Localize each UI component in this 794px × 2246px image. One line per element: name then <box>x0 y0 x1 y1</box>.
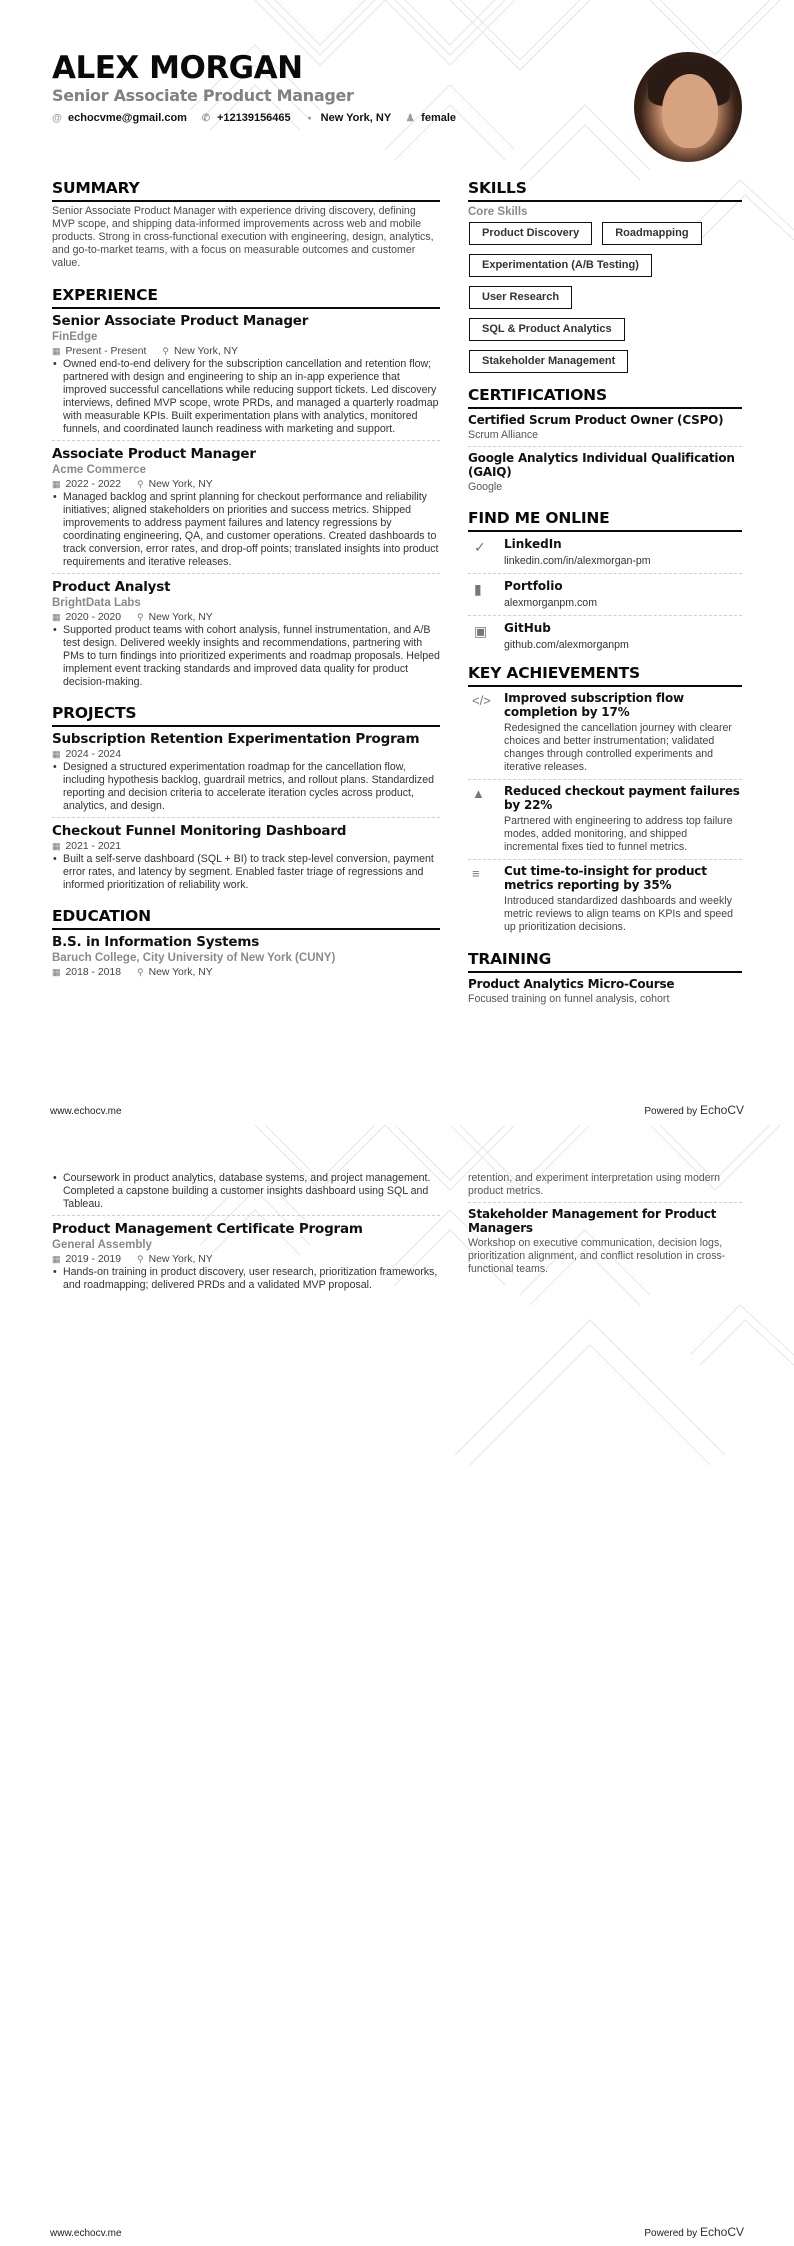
training-title: Stakeholder Management for Product Managers <box>468 1207 717 1235</box>
location-pin-icon: ⚲ <box>136 479 144 489</box>
achievement-entry <box>468 779 742 859</box>
contact-bar <box>52 112 612 124</box>
summary-text: Senior Associate Product Manager with experience driving discovery, defining MVP scope, and shipping data-informed improvements across web and mobile products. Strong in cross-functional execution with engineering, design, analytics, and go-to-market teams, with a focus on measurable outcomes and customer value. <box>52 205 434 269</box>
training-text: retention, and experiment interpretation using modern product metrics. <box>468 1172 721 1197</box>
location-pin-icon: ⚲ <box>136 612 144 622</box>
person-icon: ♟ <box>405 112 415 124</box>
code-icon: </> <box>472 693 491 708</box>
company-name: FinEdge <box>52 331 98 343</box>
company-name: Acme Commerce <box>52 464 146 476</box>
education-bullet: • Hands-on training in product discovery, user research, prioritization frameworks, and roadmapping; delivered PRDs and a validated MVP proposal. <box>52 1266 440 1292</box>
education-entry-continued <box>52 1172 440 1215</box>
certification-org: Google <box>468 481 503 493</box>
achievement-title: Cut time-to-insight for product metrics reporting by 35% <box>504 864 707 892</box>
list-icon: ≡ <box>472 866 480 881</box>
achievements-heading: KEY ACHIEVEMENTS <box>468 663 742 687</box>
location-text: New York, NY <box>320 112 392 124</box>
job-bullet: • Owned end-to-end delivery for the subscription cancellation and retention flow; partnered with design and engineering to ship an in-app experience that improved successful cancellations while reducing support tickets. Led discovery interviews, defined MVP scope, wrote PRDs, and managed a quarterly roadmap with measurable KPIs. Built experimentation plans with analytics, monitored funnels, and coordinated launch readiness with marketing and support. <box>52 358 440 436</box>
education-section <box>52 906 440 983</box>
phone-icon: ✆ <box>201 112 211 124</box>
phone-text: +12139156465 <box>216 112 291 124</box>
training-text: Workshop on executive communication, decision logs, prioritization alignment, and conflict resolution in cross-functional teams. <box>468 1237 726 1275</box>
footer-powered: Powered by EchoCV <box>644 1103 744 1117</box>
job-title: Product Analyst <box>52 579 171 595</box>
certification-entry <box>468 409 742 446</box>
job-title: Senior Associate Product Manager <box>52 313 309 329</box>
calendar-icon: ▦ <box>52 346 61 356</box>
job-location: New York, NY <box>173 346 239 357</box>
link-url[interactable]: alexmorganpm.com <box>504 597 598 609</box>
job-meta <box>52 345 440 358</box>
contact-email[interactable] <box>52 112 187 124</box>
certification-title: Google Analytics Individual Qualification (GAIQ) <box>468 451 735 479</box>
job-dates: Present - Present <box>65 346 147 357</box>
link-title: LinkedIn <box>504 537 562 551</box>
link-url[interactable]: linkedin.com/in/alexmorgan-pm <box>504 555 651 567</box>
job-meta <box>52 478 440 491</box>
achievement-text: Partnered with engineering to address top failure modes, added monitoring, and shipped incremental fixes tied to funnel metrics. <box>504 815 733 853</box>
online-section <box>468 508 742 657</box>
online-link-github[interactable] <box>468 615 742 657</box>
skills-subheading: Core Skills <box>468 206 528 218</box>
location-pin-icon: ⚲ <box>162 346 169 356</box>
contact-gender <box>405 112 456 124</box>
link-title: GitHub <box>504 621 551 635</box>
candidate-title: Senior Associate Product Manager <box>52 86 354 105</box>
footer-brand[interactable]: EchoCV <box>699 2225 744 2239</box>
project-bullet: • Built a self-serve dashboard (SQL + BI) to track step-level conversion, payment error rates, and latency by segment. Enabled faster triage of regressions and informed prioritization of reliability work. <box>52 853 440 892</box>
project-bullet: • Designed a structured experimentation roadmap for the cancellation flow, including hypothesis backlog, guardrail metrics, and rollout plans. Standardized reporting and decision criteria to accelerate iteration cycles across product, analytics, and design. <box>52 761 440 813</box>
project-dates: 2021 - 2021 <box>65 841 121 852</box>
document-icon: ▮ <box>474 581 482 597</box>
experience-heading: EXPERIENCE <box>52 285 440 309</box>
degree-title: Product Management Certificate Program <box>52 1221 363 1237</box>
resume-header <box>52 50 612 124</box>
education-dates: 2019 - 2019 <box>65 1254 121 1265</box>
job-dates: 2020 - 2020 <box>65 612 121 623</box>
education-dates: 2018 - 2018 <box>65 967 121 978</box>
check-icon: ✓ <box>474 539 486 555</box>
education-location: New York, NY <box>148 967 213 978</box>
page-footer-2 <box>50 2225 744 2239</box>
footer-powered: Powered by EchoCV <box>644 2225 744 2239</box>
project-dates: 2024 - 2024 <box>65 749 121 760</box>
education-heading: EDUCATION <box>52 906 440 930</box>
project-title: Subscription Retention Experimentation Program <box>52 731 420 747</box>
calendar-icon: ▦ <box>52 749 61 759</box>
footer-site-link[interactable]: www.echocv.me <box>50 2228 122 2239</box>
training-text: Focused training on funnel analysis, cohort <box>468 993 670 1005</box>
achievement-text: Redesigned the cancellation journey with clearer choices and better instrumentation; validated changes through controlled experiments and iterative releases. <box>504 722 732 773</box>
projects-heading: PROJECTS <box>52 703 440 727</box>
job-bullet: • Supported product teams with cohort analysis, funnel instrumentation, and A/B test design. Delivered weekly insights and recommendations, partnering with PMs to turn findings into prioritized experiments and roadmap proposals. Helped implement event tracking standards and improved data quality for product decision-making. <box>52 624 440 689</box>
training-title: Product Analytics Micro-Course <box>468 977 675 991</box>
right-column-page2 <box>468 1172 742 1280</box>
link-title: Portfolio <box>504 579 563 593</box>
profile-photo <box>634 52 742 162</box>
project-entry <box>52 817 440 896</box>
skill-tags <box>468 222 742 382</box>
projects-section <box>52 703 440 896</box>
skill-tag: Product Discovery <box>469 222 592 245</box>
photo-face-shape <box>662 74 718 148</box>
achievement-title: Improved subscription flow completion by 17% <box>504 691 684 719</box>
email-text: echocvme@gmail.com <box>68 112 187 124</box>
page-footer <box>50 1103 744 1117</box>
job-bullet: • Managed backlog and sprint planning for checkout performance and reliability initiatives; aligned stakeholders on priorities and success metrics. Shipped improvements to address payment failures and latency regressions by coordinating engineering, QA, and customer operations. Created dashboards to track conversion, error rates, and drop-off points; translated insights into product requirements and iterative releases. <box>52 491 440 569</box>
experience-entry <box>52 440 440 573</box>
achievement-text: Introduced standardized dashboards and weekly metric reviews to align teams on KPIs and speed up prioritization decisions. <box>504 895 734 933</box>
calendar-icon: ▦ <box>52 841 61 851</box>
summary-section <box>52 178 440 270</box>
calendar-icon: ▦ <box>52 479 61 489</box>
terminal-icon: ▣ <box>474 623 488 639</box>
achievement-title: Reduced checkout payment failures by 22% <box>504 784 740 812</box>
job-dates: 2022 - 2022 <box>65 479 121 490</box>
achievements-section <box>468 663 742 939</box>
job-location: New York, NY <box>148 479 213 490</box>
training-section <box>468 949 742 1010</box>
skill-tag: Experimentation (A/B Testing) <box>469 254 652 277</box>
job-title: Associate Product Manager <box>52 446 256 462</box>
calendar-icon: ▦ <box>52 612 61 622</box>
skills-section <box>468 178 742 382</box>
location-pin-icon: ⚲ <box>136 967 144 977</box>
training-entry <box>468 1202 742 1280</box>
certifications-heading: CERTIFICATIONS <box>468 385 742 409</box>
contact-phone[interactable] <box>201 112 291 124</box>
achievement-entry <box>468 859 742 939</box>
degree-title: B.S. in Information Systems <box>52 934 260 950</box>
experience-entry <box>52 312 440 440</box>
gender-text: female <box>421 112 457 124</box>
candidate-name: ALEX MORGAN <box>52 50 303 86</box>
calendar-icon: ▦ <box>52 1254 61 1264</box>
school-name: Baruch College, City University of New York (CUNY) <box>52 952 336 964</box>
online-link-portfolio[interactable] <box>468 573 742 615</box>
achievement-entry <box>468 687 742 779</box>
left-column-page2 <box>52 1172 440 1296</box>
school-name: General Assembly <box>52 1239 152 1251</box>
company-name: BrightData Labs <box>52 597 141 609</box>
footer-brand[interactable]: EchoCV <box>699 1103 744 1117</box>
online-heading: FIND ME ONLINE <box>468 508 742 532</box>
footer-site-link[interactable]: www.echocv.me <box>50 1106 122 1117</box>
summary-heading: SUMMARY <box>52 178 440 202</box>
location-icon: ● <box>307 114 312 122</box>
education-entry <box>52 1215 440 1296</box>
right-column <box>468 178 742 1010</box>
skill-tag: User Research <box>469 286 572 309</box>
calendar-icon: ▦ <box>52 967 61 977</box>
skills-heading: SKILLS <box>468 178 742 202</box>
training-entry <box>468 973 742 1010</box>
certification-title: Certified Scrum Product Owner (CSPO) <box>468 413 724 427</box>
training-entry-continued <box>468 1172 742 1202</box>
training-heading: TRAINING <box>468 949 742 973</box>
graduation-cap-icon: ▲ <box>472 786 485 801</box>
certifications-section <box>468 385 742 498</box>
education-location: New York, NY <box>148 1254 213 1265</box>
skill-tag: SQL & Product Analytics <box>469 318 625 341</box>
education-bullet: • Coursework in product analytics, database systems, and project management. Completed a capstone building a customer insights dashboard using SQL and Tableau. <box>52 1172 440 1211</box>
job-location: New York, NY <box>148 612 213 623</box>
experience-section <box>52 285 440 693</box>
at-icon: @ <box>52 112 62 124</box>
certification-entry <box>468 446 742 498</box>
left-column <box>52 178 440 983</box>
project-title: Checkout Funnel Monitoring Dashboard <box>52 823 347 839</box>
experience-entry <box>52 573 440 693</box>
online-link-linkedin[interactable] <box>468 532 742 573</box>
job-meta <box>52 611 440 624</box>
skill-tag: Stakeholder Management <box>469 350 628 373</box>
contact-location <box>305 112 392 124</box>
link-url[interactable]: github.com/alexmorganpm <box>504 639 629 651</box>
location-pin-icon: ⚲ <box>136 1254 144 1264</box>
education-entry <box>52 933 440 983</box>
certification-org: Scrum Alliance <box>468 429 539 441</box>
skill-tag: Roadmapping <box>602 222 701 245</box>
project-entry <box>52 730 440 817</box>
